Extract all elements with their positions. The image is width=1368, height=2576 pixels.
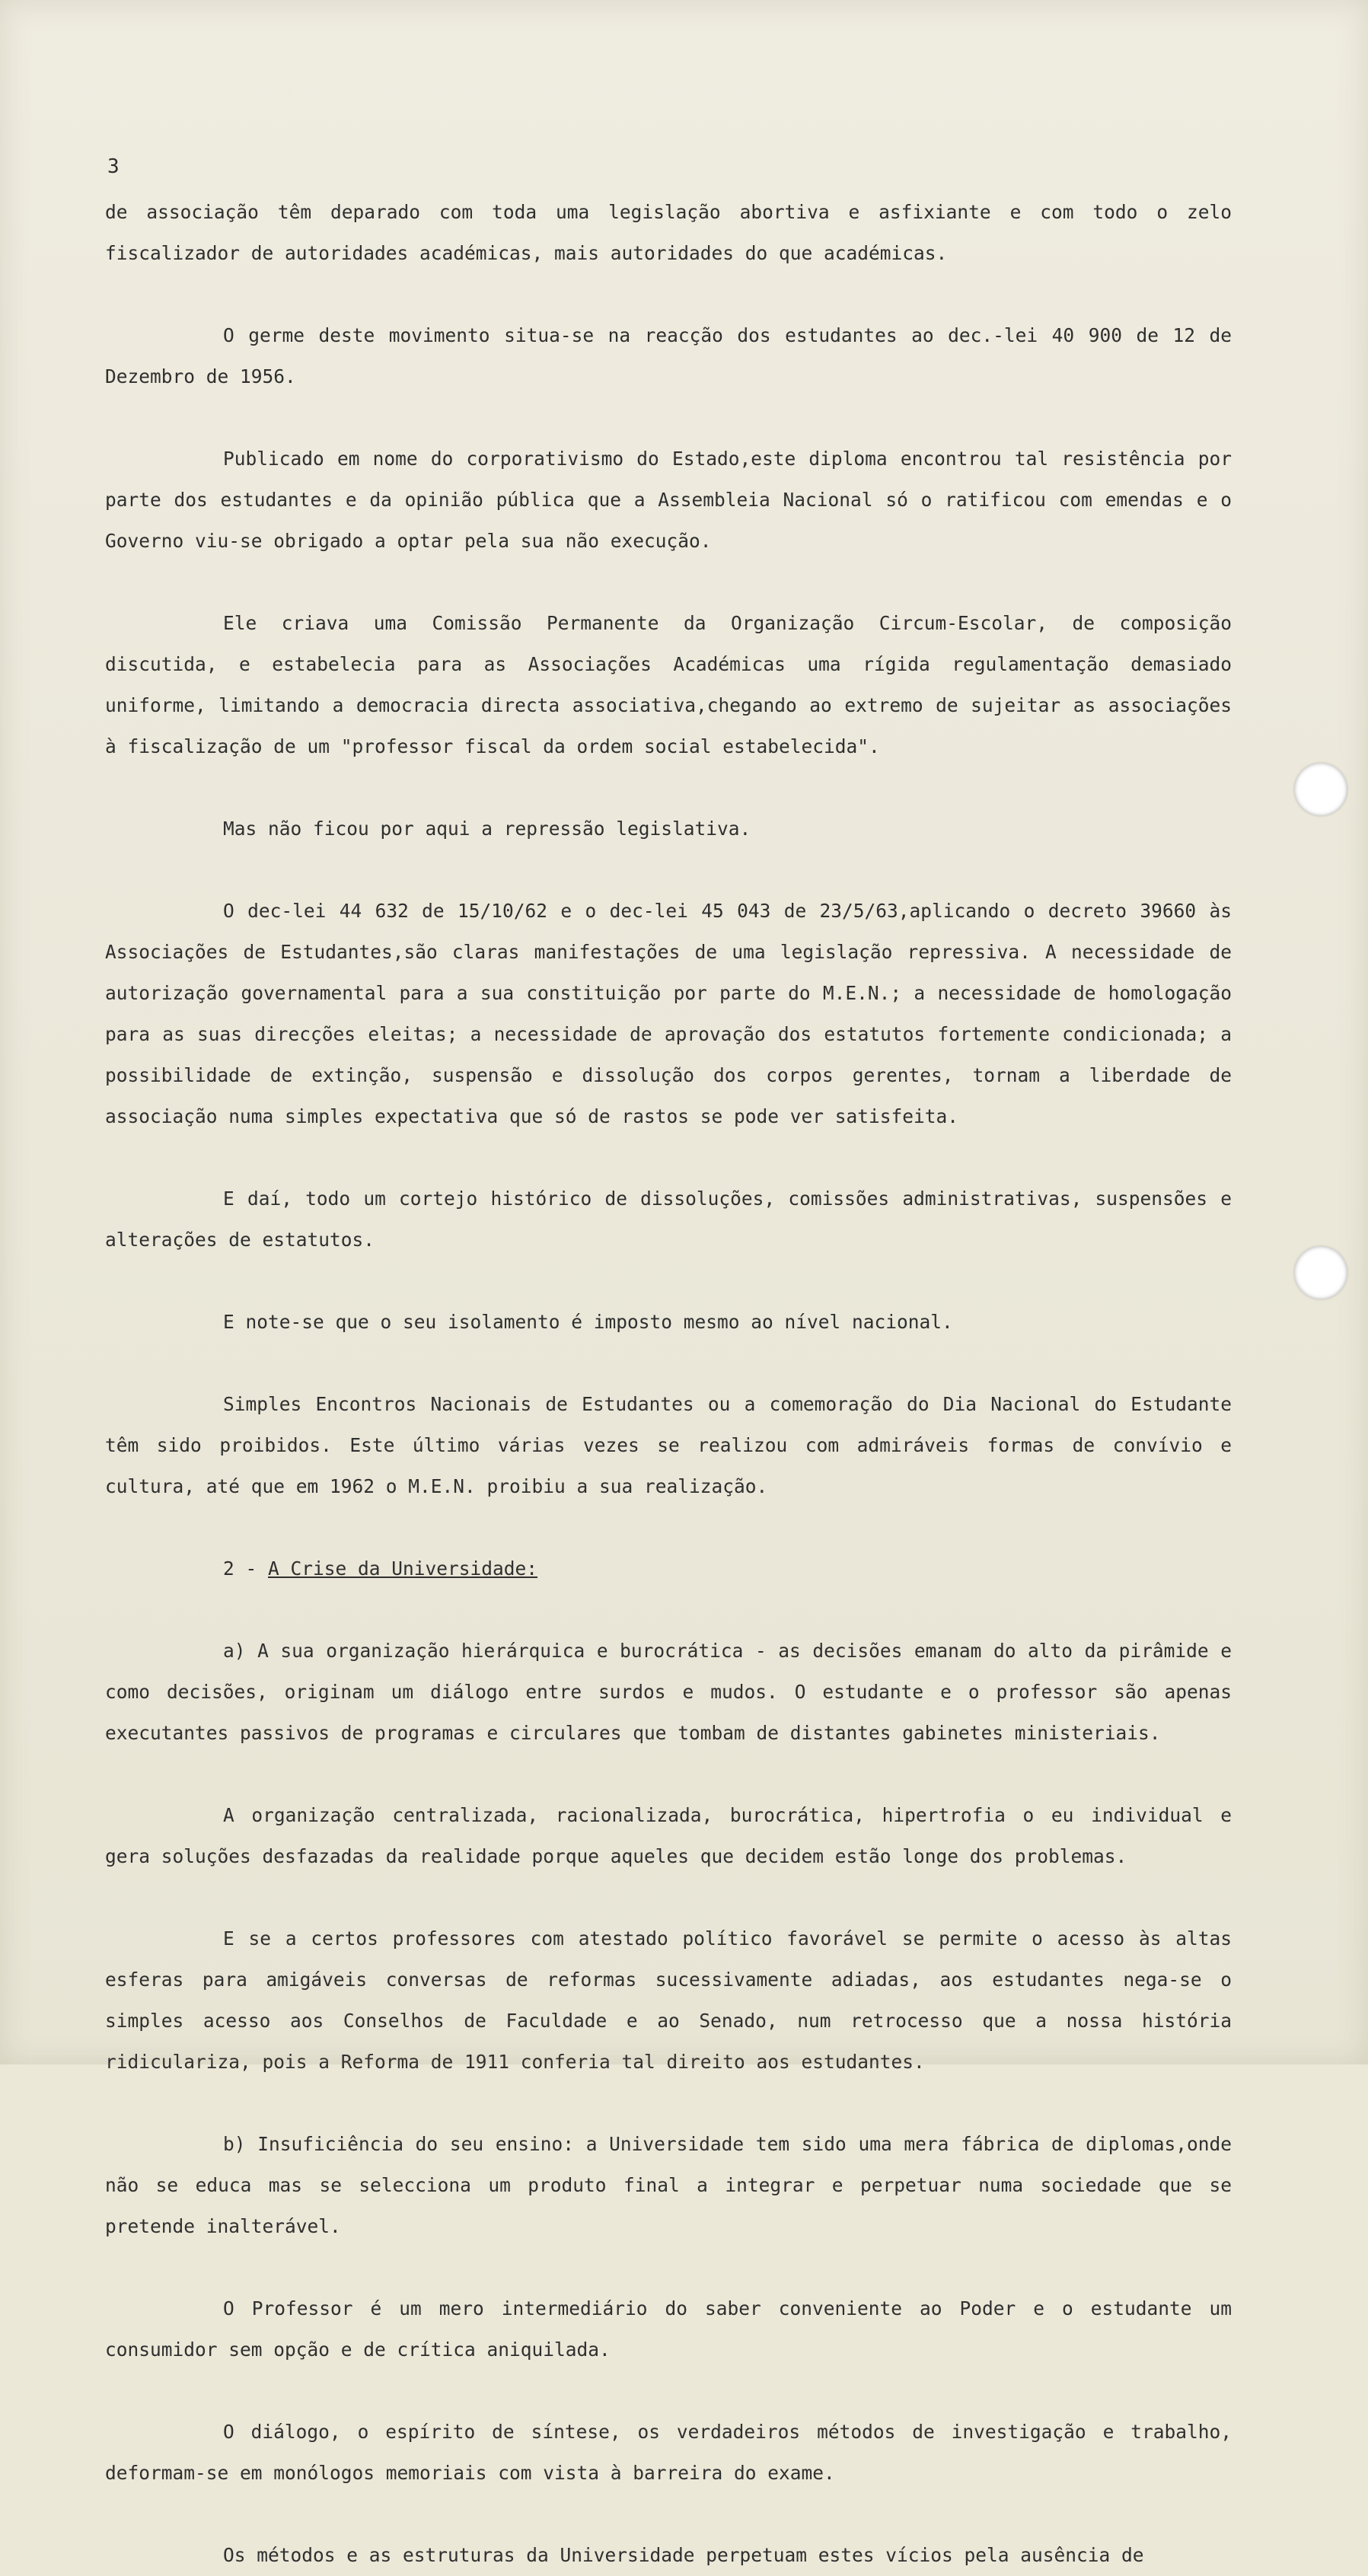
document-body — [105, 192, 1232, 2576]
paragraph: Ele criava uma Comissão Permanente da Organização Circum-Escolar, de composição discutida, e estabelecia para as Associações Académicas uma rígida regulamentação demasiado uniforme, limitando a democracia directa associativa,chegando ao extremo de sujeitar as associações à fiscalização de um "professor fiscal da ordem social estabelecida". — [105, 612, 1232, 757]
paragraph: Mas não ficou por aqui a repressão legislativa. — [223, 818, 751, 840]
paragraph: A organização centralizada, racionalizada, burocrática, hipertrofia o eu individual e gera soluções desfazadas da realidade porque aqueles que decidem estão longe dos problemas. — [105, 1804, 1232, 1867]
paragraph: O Professor é um mero intermediário do saber conveniente ao Poder e o estudante um consumidor sem opção e de crítica aniquilada. — [105, 2297, 1232, 2361]
paragraph: Os métodos e as estruturas da Universidade perpetuam estes vícios pela ausência de — [223, 2544, 1144, 2566]
paragraph: Simples Encontros Nacionais de Estudantes ou a comemoração do Dia Nacional do Estudante têm sido proibidos. Este último várias vezes se realizou com admiráveis formas de convívio e cultura, até que em 1962 o M.E.N. proibiu a sua realização. — [105, 1393, 1232, 1497]
paragraph: O diálogo, o espírito de síntese, os verdadeiros métodos de investigação e trabalho, deformam-se em monólogos memoriais com vista à barreira do exame. — [105, 2421, 1232, 2484]
paragraph: Publicado em nome do corporativismo do Estado,este diploma encontrou tal resistência por parte dos estudantes e da opinião pública que a Assembleia Nacional só o ratificou com emendas e o Governo viu-se obrigado a optar pela sua não execução. — [105, 448, 1232, 552]
paragraph: a) A sua organização hierárquica e burocrática - as decisões emanam do alto da pirâmide e como decisões, originam um diálogo entre surdos e mudos. O estudante e o professor são apenas executantes passivos de programas e circulares que tombam de distantes gabinetes ministeriais. — [105, 1640, 1232, 1744]
punch-hole — [1294, 1246, 1347, 1299]
page-number: 3 — [107, 155, 120, 178]
section-number: 2 - — [223, 1557, 269, 1580]
paragraph: O germe deste movimento situa-se na reacção dos estudantes ao dec.-lei 40 900 de 12 de Dezembro de 1956. — [105, 324, 1232, 387]
paragraph: b) Insuficiência do seu ensino: a Universidade tem sido uma mera fábrica de diplomas,onde não se educa mas se selecciona um produto final a integrar e perpetuar numa sociedade que se pretende inalterável. — [105, 2133, 1232, 2237]
paragraph: O dec-lei 44 632 de 15/10/62 e o dec-lei 45 043 de 23/5/63,aplicando o decreto 39660 às Associações de Estudantes,são claras manifestações de uma legislação repressiva. A necessidade de autorização governamental para a sua constituição por parte do M.E.N.; a necessidade de homologação para as suas direcções eleitas; a necessidade de aprovação dos estatutos fortemente condicionada; a possibilidade de extinção, suspensão e dissolução dos corpos gerentes, tornam a liberdade de associação numa simples expectativa que só de rastos se pode ver satisfeita. — [105, 900, 1232, 1127]
punch-hole — [1294, 763, 1347, 816]
paragraph: E se a certos professores com atestado político favorável se permite o acesso às altas esferas para amigáveis conversas de reformas sucessivamente adiadas, aos estudantes nega-se o simples acesso aos Conselhos de Faculdade e ao Senado, num retrocesso que a nossa história ridiculariza, pois a Reforma de 1911 conferia tal direito aos estudantes. — [105, 1927, 1232, 2073]
paragraph: E note-se que o seu isolamento é imposto mesmo ao nível nacional. — [223, 1311, 953, 1333]
paragraph: de associação têm deparado com toda uma legislação abortiva e asfixiante e com todo o zelo fiscalizador de autoridades académicas, mais autoridades do que académicas. — [105, 201, 1232, 264]
section-title: A Crise da Universidade: — [268, 1557, 538, 1580]
section-heading — [105, 1548, 1232, 1589]
paragraph: E daí, todo um cortejo histórico de dissoluções, comissões administrativas, suspensões e alterações de estatutos. — [105, 1188, 1232, 1251]
